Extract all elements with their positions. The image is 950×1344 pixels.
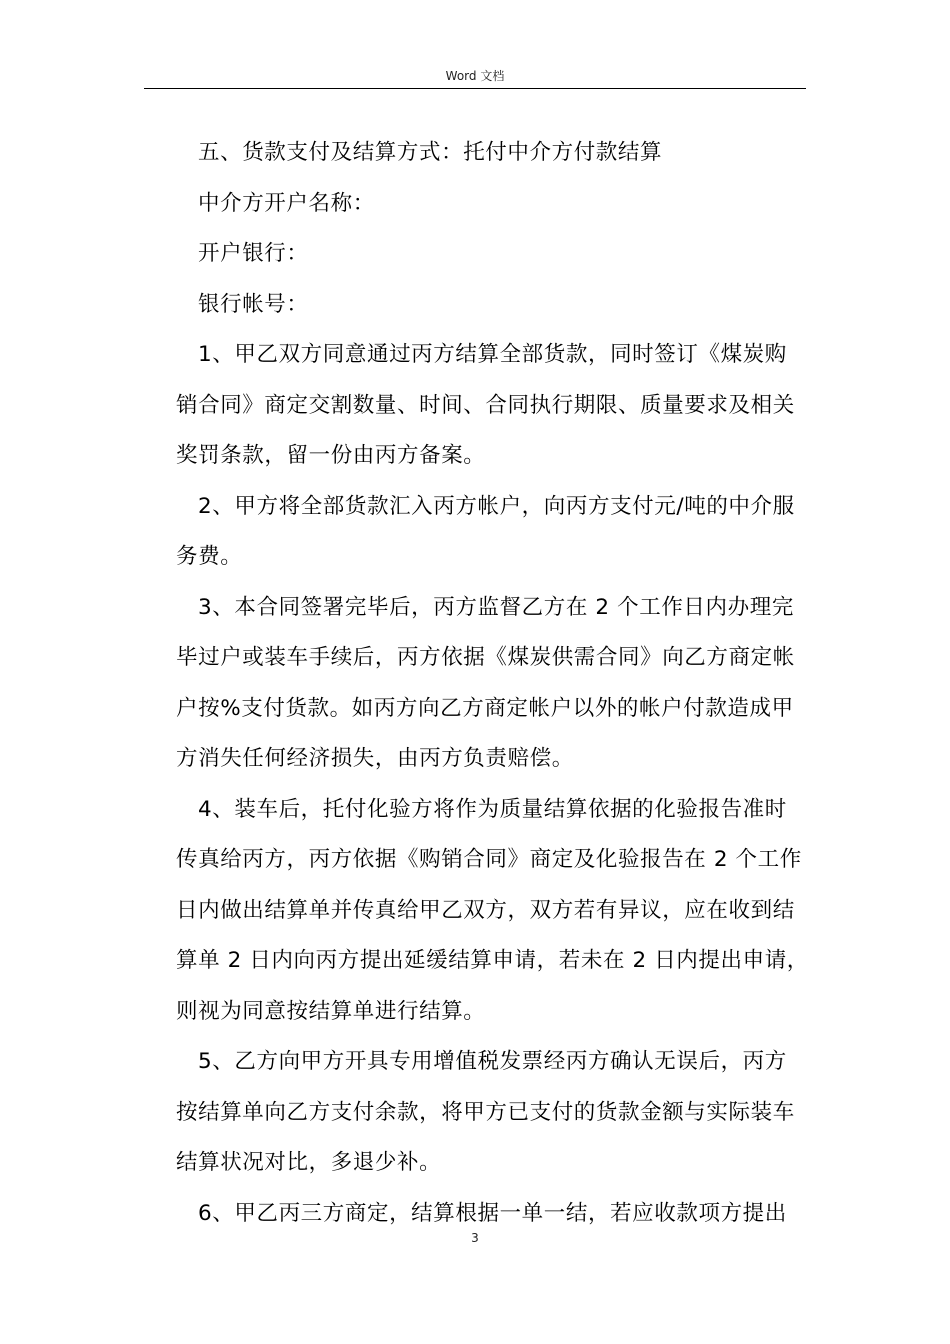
- document-body: [176, 128, 808, 1239]
- text-line: 奖罚条款，留一份由丙方备案。: [176, 443, 486, 468]
- text-line: 则视为同意按结算单进行结算。: [176, 998, 486, 1024]
- text-line: 户按%支付货款。如丙方向乙方商定帐户以外的帐户付款造成甲: [176, 695, 794, 721]
- text-line: 五、货款支付及结算方式：托付中介方付款结算: [198, 140, 663, 165]
- text-line: 2、甲方将全部货款汇入丙方帐户，向丙方支付元/吨的中介服: [198, 493, 795, 519]
- paragraph: [176, 330, 808, 482]
- text-line: 4、装车后，托付化验方将作为质量结算依据的化验报告准时: [198, 796, 787, 822]
- text-line: 结算状况对比，多退少补。: [176, 1150, 442, 1175]
- page-number: 3: [471, 1231, 479, 1245]
- header-divider: [144, 88, 806, 89]
- text-line: 中介方开户名称：: [198, 190, 375, 216]
- text-line: 5、乙方向甲方开具专用增值税发票经丙方确认无误后，丙方: [198, 1049, 787, 1074]
- paragraph: [176, 229, 808, 280]
- paragraph: [176, 1037, 808, 1189]
- header-title: Word 文档: [445, 69, 505, 83]
- paragraph: [176, 583, 808, 785]
- text-line: 3、本合同签署完毕后，丙方监督乙方在 2 个工作日内办理完: [198, 594, 794, 620]
- paragraph: [176, 128, 808, 179]
- paragraph: [176, 785, 808, 1038]
- text-line: 传真给丙方，丙方依据《购销合同》商定及化验报告在 2 个工作: [176, 847, 802, 872]
- text-line: 销合同》商定交割数量、时间、合同执行期限、质量要求及相关: [176, 392, 795, 418]
- text-line: 1、甲乙双方同意通过丙方结算全部货款，同时签订《煤炭购: [198, 342, 787, 367]
- paragraph: [176, 179, 808, 230]
- text-line: 6、甲乙丙三方商定，结算根据一单一结，若应收款项方提出: [198, 1200, 787, 1226]
- text-line: 开户银行：: [198, 241, 309, 266]
- paragraph: [176, 482, 808, 583]
- text-line: 毕过户或装车手续后，丙方依据《煤炭供需合同》向乙方商定帐: [176, 645, 795, 670]
- text-line: 银行帐号：: [198, 291, 309, 317]
- text-line: 方消失任何经济损失，由丙方负责赔偿。: [176, 746, 574, 771]
- text-line: 务费。: [176, 544, 243, 569]
- text-line: 按结算单向乙方支付余款，将甲方已支付的货款金额与实际装车: [176, 1099, 795, 1125]
- text-line: 算单 2 日内向丙方提出延缓结算申请，若未在 2 日内提出申请，: [176, 948, 809, 973]
- paragraph: [176, 280, 808, 331]
- text-line: 日内做出结算单并传真给甲乙双方，双方若有异议，应在收到结: [176, 897, 795, 923]
